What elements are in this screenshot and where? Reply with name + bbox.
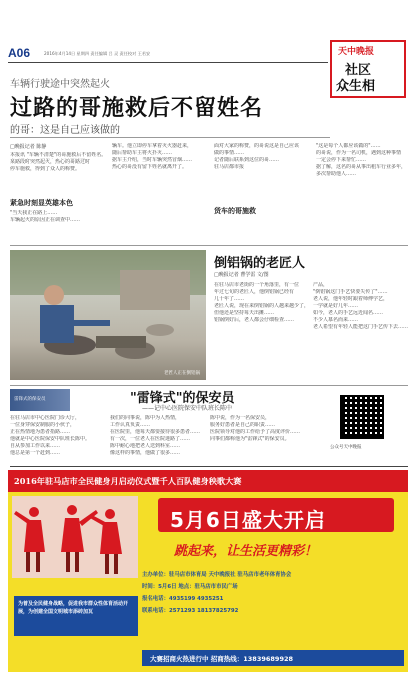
text-line: 在驻马店市中心医院门诊大厅， bbox=[10, 415, 81, 421]
craftsman-col-2 bbox=[313, 282, 408, 331]
text-line: 本报讯 "车辆不清楚"的哥施救后不留姓名。 bbox=[10, 152, 107, 158]
section-divider bbox=[10, 245, 408, 246]
text-line: 据了解，这名的哥从事出租车行业多年， bbox=[316, 164, 407, 170]
text-line: 不少人慕名而来…… bbox=[313, 317, 359, 323]
qr-caption: 公众号天中晚报 bbox=[330, 445, 362, 450]
guard-col-1 bbox=[10, 415, 106, 457]
text-line: 辆车。他立即停车拿着灭火器赶来， bbox=[112, 143, 193, 149]
guard-photo bbox=[10, 389, 70, 411]
ad-phone: 报名电话：4935199 4935251 bbox=[142, 596, 224, 602]
text-line: 我们的同事说，陈中为人热情， bbox=[110, 415, 181, 421]
section-divider-2 bbox=[10, 385, 408, 386]
lead-col-3 bbox=[214, 143, 312, 171]
text-line: 他总是第一个赶到…… bbox=[10, 450, 61, 456]
section-label-1: 社区 bbox=[345, 63, 372, 78]
text-line: 老人希望有年轻人能把这门手艺传下去…… bbox=[313, 324, 408, 330]
text-line: 工作认真负责…… bbox=[110, 422, 151, 428]
text-line: 同事们都称他为"雷锋式"的保安员。 bbox=[210, 436, 290, 442]
ad-slogan: 跳起来，让生活更精彩！ bbox=[174, 544, 318, 559]
lead-subhead: 的哥：这是自己应该做的 bbox=[10, 125, 120, 136]
text-line: "当天我正在路上…… bbox=[10, 210, 58, 216]
text-line: 一学就是好几年…… bbox=[313, 303, 359, 309]
page-number: A06 bbox=[8, 46, 31, 60]
ad-slogan-box-text: 为普及全民健身战略，促进我市群众性体育活动开展，为创建全国文明城市添砖加瓦 bbox=[18, 601, 129, 615]
ad-title: 2016年驻马店市全民健身月启动仪式暨千人百队健身秧歌大赛 bbox=[14, 476, 242, 486]
text-line: 的哥说，作为一名司机，遇到这种事情 bbox=[316, 150, 402, 156]
text-line: 铝锅倒好后，老人都会仔细检查…… bbox=[214, 317, 295, 323]
guard-photo-label: 雷锋式的保安员 bbox=[14, 397, 46, 402]
lead-col-1b bbox=[10, 210, 108, 224]
guard-col-2 bbox=[110, 415, 206, 457]
text-line: 正在热情地为患者指路…… bbox=[10, 429, 71, 435]
lead-col-1 bbox=[10, 152, 108, 173]
ad-slogan-box bbox=[14, 596, 138, 636]
craftsman-byline: □晚报记者 曹学雷 文/图 bbox=[214, 272, 269, 278]
text-line: 驻马店都市报 bbox=[214, 164, 245, 170]
ad-banner-text: 5月6日盛大开启 bbox=[170, 508, 326, 532]
craftsman-col-1 bbox=[214, 282, 309, 324]
lead-headline: 过路的哥施救后不留姓名 bbox=[10, 96, 264, 121]
text-line: "这是每个人都应该做的"…… bbox=[316, 143, 381, 149]
text-line: 据车主介绍，当时车辆突然冒烟…… bbox=[112, 157, 193, 163]
text-line: 有一次，一位老人在医院迷路了…… bbox=[110, 436, 191, 442]
lead-byline: □晚报记者 陈静 bbox=[10, 144, 47, 150]
guard-headline: "雷锋式"的保安员 bbox=[130, 391, 235, 406]
dancers-illustration bbox=[12, 496, 138, 578]
ad-recruit-text: 大赛招商火热进行中 招商热线：13839689928 bbox=[150, 655, 294, 663]
text-line: 产品， bbox=[313, 282, 329, 288]
ad-title-bar bbox=[8, 470, 408, 492]
lead-col-4 bbox=[316, 143, 408, 178]
ad-recruit-bar bbox=[142, 650, 404, 666]
ad-contact: 联系电话：2571293 18137825792 bbox=[142, 608, 239, 614]
text-line: 但他还是坚持每天出摊…… bbox=[214, 310, 275, 316]
masthead-box bbox=[330, 40, 406, 98]
text-line: 几十年了…… bbox=[214, 296, 245, 302]
lead-inline-subhead-2: 货车的哥施救 bbox=[214, 207, 256, 215]
ad-organizer: 主办单位：驻马店市体育局 天中晚报社 驻马店市老年体育协会 bbox=[142, 572, 292, 578]
text-line: 自从参加工作以来…… bbox=[10, 443, 61, 449]
craftsman-illustration bbox=[10, 250, 206, 380]
text-line: 多次帮助他人…… bbox=[316, 171, 357, 177]
text-line: 如今，老人的手艺远近闻名…… bbox=[313, 310, 384, 316]
date-line: 2016年4月14日 星期四 责任编辑 吕 灵 责任校对 王若安 bbox=[44, 51, 151, 56]
lead-col-2 bbox=[112, 143, 210, 171]
header-rule bbox=[8, 62, 328, 63]
text-line: 面对大家的称赞，的哥说这是自己应该 bbox=[214, 143, 300, 149]
lead-rule bbox=[10, 137, 330, 138]
text-line: 年过七旬的老匠人，他倒铝锅已经有 bbox=[214, 289, 295, 295]
ad-banner bbox=[158, 498, 394, 532]
text-line: 陈中耐心地把老人送到科室…… bbox=[110, 443, 181, 449]
text-line: 他就是中心医院保安中队班长陈中。 bbox=[10, 436, 91, 442]
ad-top-rule bbox=[10, 466, 408, 467]
text-line: 车辆起火的原因正在调查中…… bbox=[10, 217, 81, 223]
craftsman-headline: 倒铝锅的老匠人 bbox=[214, 256, 306, 271]
dancers-art bbox=[12, 496, 138, 578]
section-label-2: 众生相 bbox=[336, 79, 376, 94]
text-line: 停车施救，得到了众人的称赞。 bbox=[10, 166, 81, 172]
text-line: 老匠人说，现在来倒铝锅的人越来越少了， bbox=[214, 303, 309, 309]
text-line: 陈中说，作为一名保安员， bbox=[210, 415, 271, 421]
lead-kicker: 车辆行驶途中突然起火 bbox=[10, 79, 110, 90]
text-line: 像这样的事情，他做了很多…… bbox=[110, 450, 181, 456]
text-line: 一位身穿保安制服的小伙子， bbox=[10, 422, 76, 428]
text-line: 随后帮助车主将火扑灭…… bbox=[112, 150, 173, 156]
text-line: 在医院里，他每天都要接待很多患者…… bbox=[110, 429, 201, 435]
text-line: 在驻马店市老街的一个角落里，有一位 bbox=[214, 282, 300, 288]
text-line: 记者随后联系到这位的哥…… bbox=[214, 157, 280, 163]
text-line: 某路段时突然起火，热心的哥路过时 bbox=[10, 159, 91, 165]
text-line: 做的事情…… bbox=[214, 150, 245, 156]
text-line: 一定会停下来帮忙…… bbox=[316, 157, 367, 163]
lead-inline-subhead: 紧急时刻显英雄本色 bbox=[10, 199, 73, 207]
text-line: 医院领导对他的工作给予了高度评价…… bbox=[210, 429, 301, 435]
qr-code-icon[interactable] bbox=[340, 395, 384, 439]
text-line: 服务好患者是自己的职责…… bbox=[210, 422, 276, 428]
ad-block bbox=[8, 470, 408, 672]
text-line: "倒铝锅这门手艺快要失传了"…… bbox=[313, 289, 388, 295]
guard-subhead: ——记中心医院保安中队班长陈中 bbox=[142, 405, 233, 412]
ad-time-place: 时间：5月6日 地点：驻马店市市民广场 bbox=[142, 584, 238, 590]
text-line: 老人说，他年轻时跟着师傅学艺， bbox=[313, 296, 389, 302]
craftsman-photo bbox=[10, 250, 206, 380]
text-line: 热心的哥没有留下姓名就离开了。 bbox=[112, 164, 188, 170]
photo-caption: 老匠人正在倒铝锅 bbox=[164, 371, 200, 376]
guard-col-3 bbox=[210, 415, 306, 443]
masthead: 天中晚报 bbox=[338, 47, 375, 57]
